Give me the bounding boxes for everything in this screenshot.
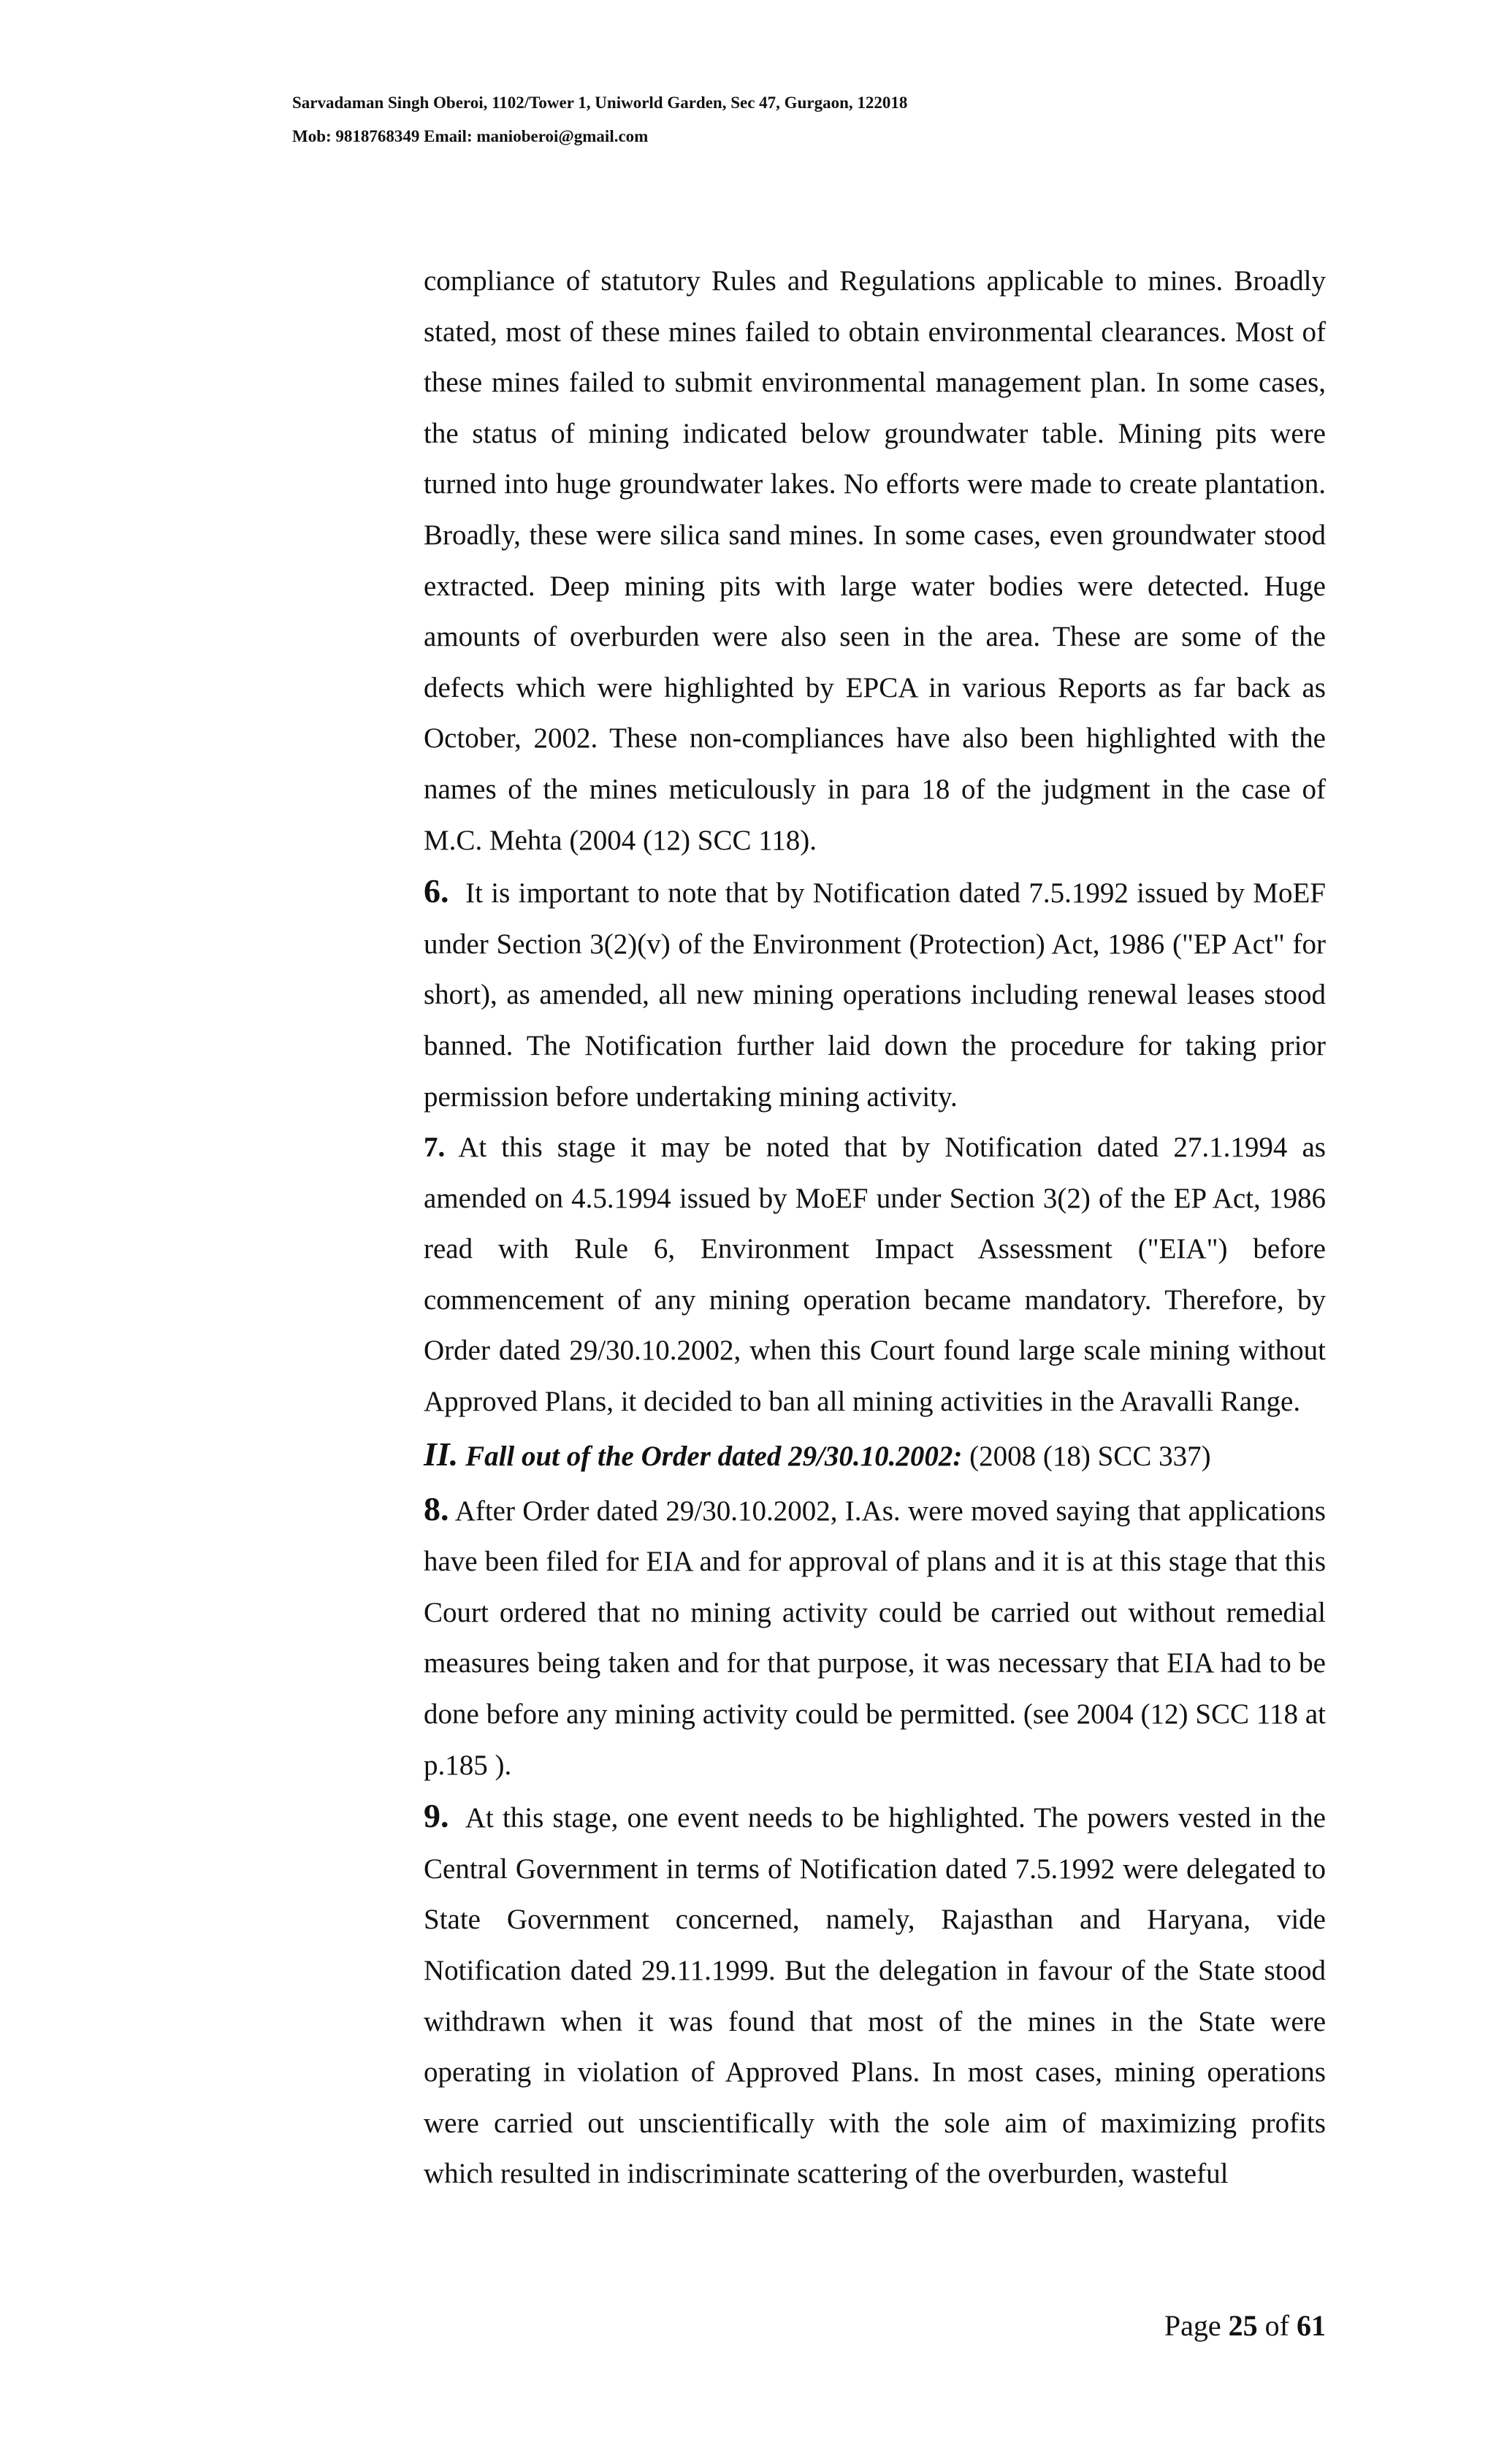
paragraph-9 [424,1790,1326,2200]
section-roman-numeral: II. [424,1435,459,1473]
page-number [1164,2308,1326,2343]
paragraph-6 [424,866,1326,1122]
of-word: of [1264,2309,1289,2342]
page-word: Page [1164,2309,1221,2342]
paragraph-text: At this stage it may be noted that by Notification dated 27.1.1994 as amended on 4.5.1994 issued by MoEF under Section 3(2) of the EP Act, 1986 read with Rule 6, Environment Impact Assessment ("EIA") before commencement of any mining operation became mandatory. Therefore, by Order dated 29/30.10.2002, when this Court found large scale mining without Approved Plans, it decided to ban all mining activities in the Aravalli Range. [424,1132,1326,1418]
paragraph-text: At this stage, one event needs to be highlighted. The powers vested in the Central Government in terms of Notification dated 7.5.1992 were delegated to State Government concerned, namely, Rajasthan and Haryana, vide Notification dated 29.11.1999. But the delegation in favour of the State stood withdrawn when it was found that most of the mines in the State were operating in violation of Approved Plans. In most cases, mining operations were carried out unscientifically with the sole aim of maximizing profits which resulted in indiscriminate scattering of the overburden, wasteful [424,1802,1326,2190]
paragraph-7 [424,1122,1326,1427]
paragraph-number: 7. [424,1132,446,1164]
current-page: 25 [1228,2309,1258,2342]
paragraph-number: 6. [424,872,449,910]
letterhead-contact: Mob: 9818768349 Email: manioberoi@gmail.com [292,127,649,145]
paragraph-number: 9. [424,1797,449,1835]
paragraph-continuation: compliance of statutory Rules and Regulations applicable to mines. Broadly stated, most of these mines failed to obtain environmental clearances. Most of these mines failed to submit environmental management plan. In some cases, the status of mining indicated below groundwater table. Mining pits were turned into huge groundwater lakes. No efforts were made to create plantation. Broadly, these were silica sand mines. In some cases, even groundwater stood extracted. Deep mining pits with large water bodies were detected. Huge amounts of overburden were also seen in the area. These are some of the defects which were highlighted by EPCA in various Reports as far back as October, 2002. These non-compliances have also been highlighted with the names of the mines meticulously in para 18 of the judgment in the case of M.C. Mehta (2004 (12) SCC 118). [424,265,1326,856]
section-heading [424,1427,1326,1484]
paragraph-8 [424,1484,1326,1791]
section-citation: (2008 (18) SCC 337) [969,1440,1211,1472]
page-body [424,256,1326,2200]
paragraph-text: It is important to note that by Notification dated 7.5.1992 issued by MoEF under Section 3(2)(v) of the Environment (Protection) Act, 1986 ("EP Act" for short), as amended, all new mining operations including renewal leases stood banned. The Notification further laid down the procedure for taking prior permission before undertaking mining activity. [424,877,1327,1113]
paragraph-text: After Order dated 29/30.10.2002, I.As. were moved saying that applications have been filed for EIA and for approval of plans and it is at this stage that this Court ordered that no mining activity could be carried out without remedial measures being taken and for that purpose, it was necessary that EIA had to be done before any mining activity could be permitted. (see 2004 (12) SCC 118 at p.185 ). [424,1495,1326,1781]
total-pages: 61 [1297,2309,1326,2342]
letterhead-address: Sarvadaman Singh Oberoi, 1102/Tower 1, Uniworld Garden, Sec 47, Gurgaon, 122018 [292,94,908,112]
letterhead [292,86,907,153]
paragraph-number: 8. [424,1490,449,1527]
section-title: Fall out of the Order dated 29/30.10.2002: [465,1440,963,1472]
